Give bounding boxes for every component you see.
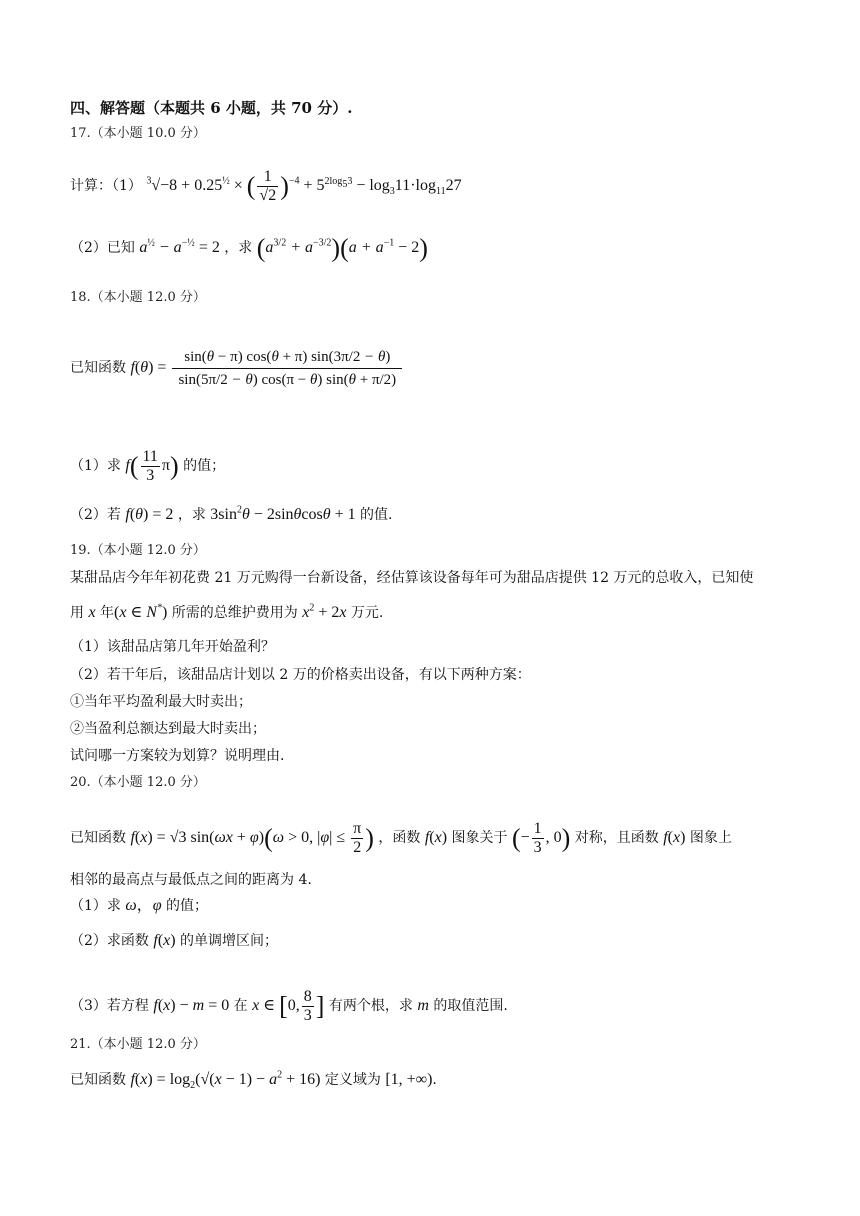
q19-line2-d: 万元.	[350, 605, 384, 621]
q19-q1: （1）该甜品店第几年开始盈利？	[70, 639, 275, 655]
q20-mid2: 图象关于	[451, 830, 508, 847]
q20-formula: f(x) = √3 sin(ωx + φ)(ω > 0, |φ| ≤ $\frac{\pi}{2}$ )	[130, 820, 374, 856]
q17-p2-formula: $(a^{3/2} + a^{-3/2})(a + a^{-1} - 2)$	[256, 233, 428, 263]
q20-part1	[70, 896, 208, 916]
q19-line2-a: 用	[70, 605, 84, 621]
q17-p2-label: （2）已知	[70, 240, 135, 256]
q21-tail: .	[432, 1072, 437, 1088]
q18-lead: 已知函数	[70, 360, 126, 377]
q19-line2	[70, 603, 383, 623]
q20-lead: 已知函数	[70, 830, 126, 847]
q20-part3	[70, 988, 508, 1025]
q19-domain: (x ∈ N*)	[114, 602, 168, 621]
q19-cost-formula: $x^2 + 2x$	[302, 602, 347, 621]
q20-line2: 相邻的最高点与最低点之间的距离为 4.	[70, 872, 312, 888]
q20-p2-label: （2）求函数	[70, 933, 149, 949]
q20-mid1: ，函数	[378, 830, 421, 847]
q20-mid4: 图象上	[689, 830, 732, 847]
q18-p1-tail: 的值；	[183, 458, 226, 475]
q20-point: (− $\frac{1}{3}$ , 0)	[511, 820, 571, 856]
q19-var-x: x	[88, 604, 96, 621]
q20-p3-label: （3）若方程	[70, 998, 149, 1015]
q20-p3-mid: 在	[233, 998, 248, 1015]
q20-line1	[70, 820, 732, 857]
q19-line1: 某甜品店今年年初花费 21 万元购得一台新设备，经估算该设备每年可为甜品店提供 12 万元的总收入，已知使	[70, 570, 754, 586]
q18-formula: f(θ) = $\frac{\sin(\theta - \pi) \cos(\theta + \pi) \sin(3\pi/2 - \theta)}{\sin(5\pi/2 - \theta) \cos(\pi - \theta) \sin(\theta + \pi/2)}$	[130, 359, 404, 376]
q20-header: 20.（本小题 12.0 分）	[70, 775, 206, 790]
q17-p2-mid: ，求	[224, 240, 253, 256]
q19-line2-c: 所需的总维护费用为	[171, 605, 298, 621]
q21-header: 21.（本小题 12.0 分）	[70, 1037, 206, 1052]
q18-p2-label: （2）若	[70, 507, 121, 523]
q21-lead: 已知函数	[70, 1072, 126, 1088]
q18-part1	[70, 448, 225, 485]
q20-fx-2: f(x)	[663, 829, 686, 847]
q20-p3-mid2: 有两个根，求	[328, 998, 413, 1015]
q19-line2-b: 年	[100, 605, 115, 621]
q20-p3-tail: 的取值范围.	[433, 998, 508, 1015]
q20-p2-tail: 的单调增区间；	[180, 933, 279, 949]
q20-p3-var-m: m	[417, 997, 429, 1015]
q17-part2	[70, 233, 428, 263]
q18-p2-tail: 的值.	[360, 507, 393, 523]
q19-option2: ②当盈利总额达到最大时卖出；	[70, 721, 266, 737]
q20-p1-vars: ω，φ	[125, 897, 162, 914]
q18-part2	[70, 505, 393, 525]
q18-p1-label: （1）求	[70, 458, 121, 475]
q21-formula: $f(x) = \log_2(√(x - 1) - a^2 + 16)$	[130, 1069, 321, 1092]
q17-p1-formula: $^3√-8 + 0.25^{\frac{1}{2}}$ × ( $\frac{1}{√2}$ )$^{-4} + 5^{2log_53} - \log_311\cdot\log_{11}27$	[146, 168, 462, 204]
q18-p2-mid: ，求	[177, 507, 206, 523]
q20-p1-tail: 的值；	[166, 898, 208, 914]
section-title: 四、解答题（本题共 6 小题，共 70 分）.	[70, 99, 353, 117]
q17-header: 17.（本小题 10.0 分）	[70, 126, 206, 141]
q21-domain: [1, +∞)	[385, 1071, 433, 1088]
q20-p1-label: （1）求	[70, 898, 121, 914]
q19-option1: ①当年平均盈利最大时卖出；	[70, 694, 252, 710]
q18-p1-formula: f( $\frac{11}{3}$ π)	[125, 448, 179, 484]
q17-p2-condition: $a^{\frac{1}{2}} - a^{-\frac{1}{2}} = 2$	[139, 237, 220, 256]
q20-p3-interval: x ∈ [0, $\frac{8}{3}$ ]	[252, 988, 325, 1024]
q18-p2-formula: $3\sin^2\theta - 2\sin\theta\cos\theta + 1$	[210, 504, 356, 523]
q20-p3-equation: f(x) − m = 0	[153, 997, 230, 1015]
q19-ask: 试问哪一方案较为划算？说明理由.	[70, 748, 285, 764]
q18-header: 18.（本小题 12.0 分）	[70, 290, 206, 305]
q19-header: 19.（本小题 12.0 分）	[70, 543, 206, 558]
q21-mid: 定义域为	[324, 1072, 381, 1088]
q20-mid3: 对称，且函数	[574, 830, 659, 847]
q19-q2: （2）若干年后，该甜品店计划以 2 万的价格卖出设备，有以下两种方案：	[70, 667, 531, 683]
q17-part1	[70, 168, 462, 205]
q20-part2	[70, 931, 278, 951]
q20-fx-1: f(x)	[424, 829, 448, 847]
q17-p1-label: 计算：（1）	[70, 178, 142, 195]
q21-function	[70, 1070, 437, 1090]
q20-p2-fx: f(x)	[153, 932, 176, 949]
q18-function	[70, 346, 404, 391]
q18-p2-condition: f(θ) = 2	[125, 506, 174, 523]
